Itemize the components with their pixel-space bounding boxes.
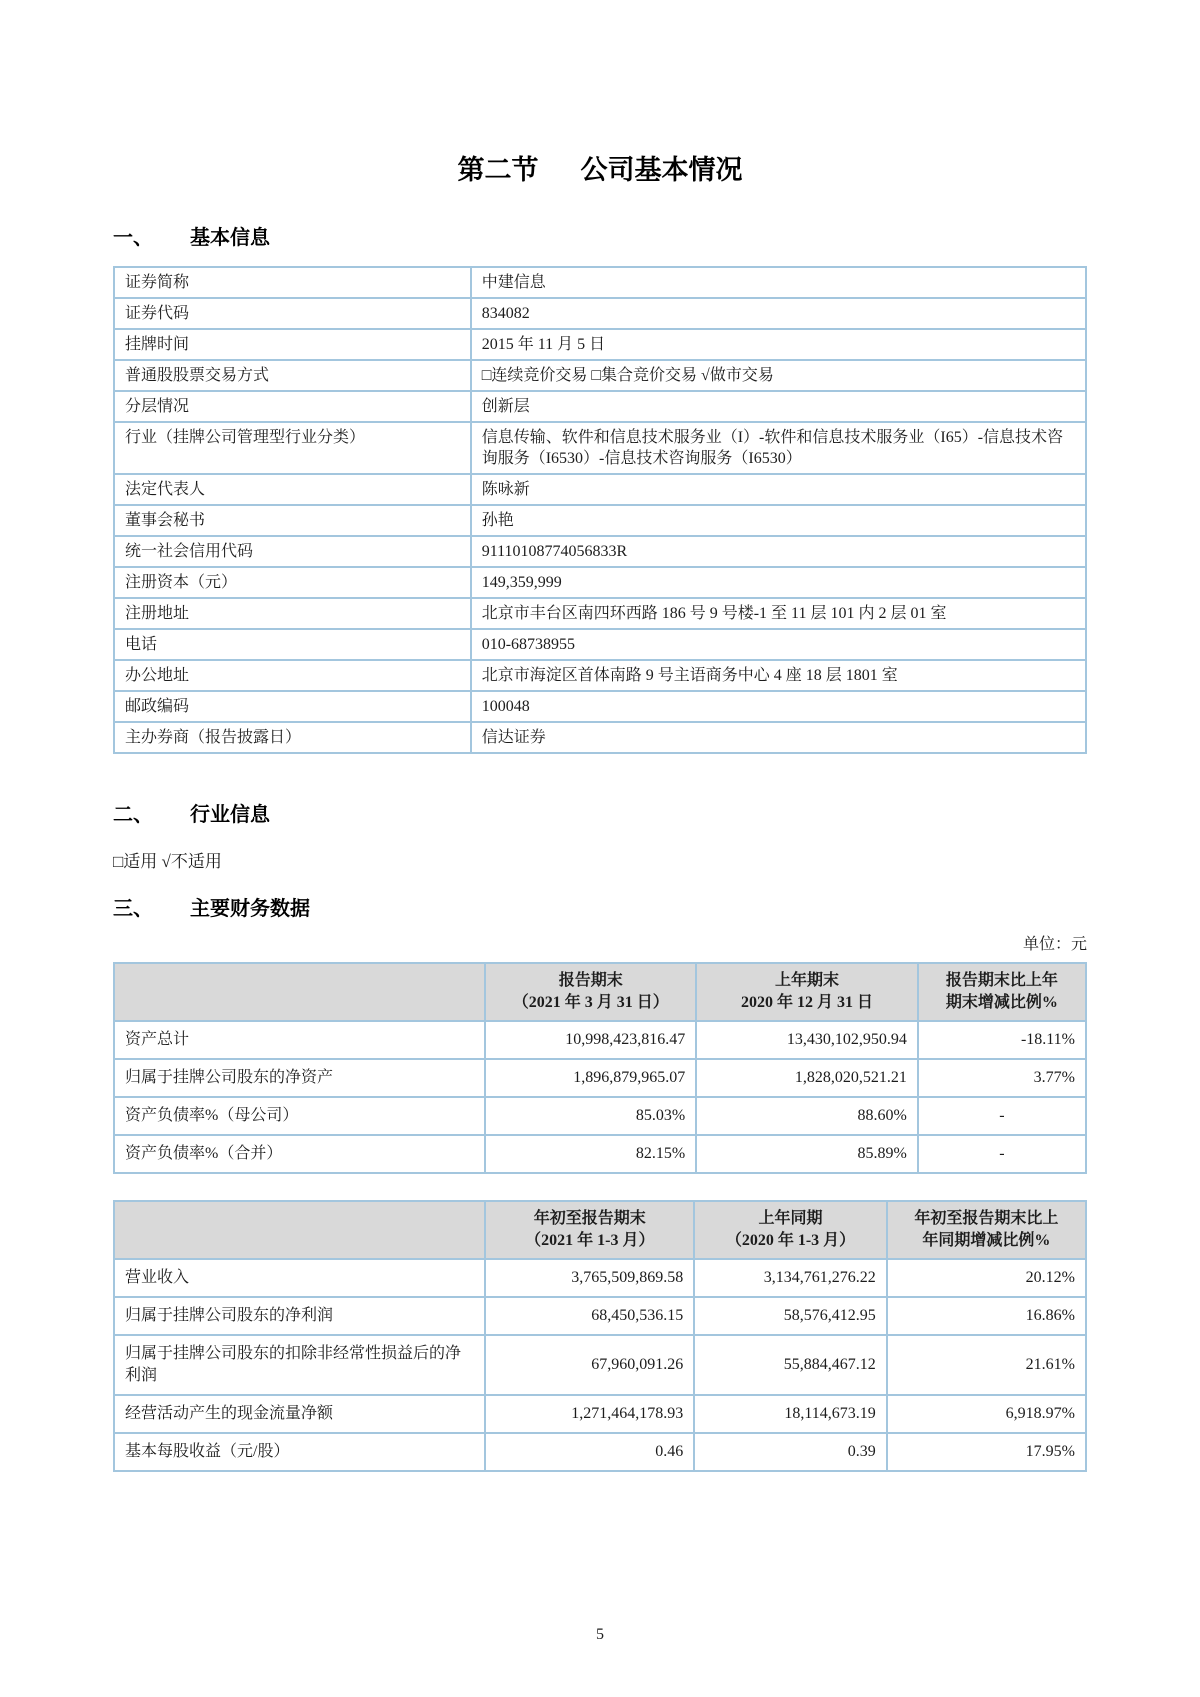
table-row <box>114 1097 1086 1135</box>
page-number: 5 <box>596 1626 604 1643</box>
table-row <box>114 1059 1086 1097</box>
row-change-value: 3.77% <box>918 1059 1086 1097</box>
row-change-value: 20.12% <box>887 1259 1086 1297</box>
heading-financial-data <box>113 892 1087 921</box>
table-row <box>114 1021 1086 1059</box>
row-change-value: 21.61% <box>887 1335 1086 1395</box>
row-value: 孙艳 <box>471 505 1086 536</box>
row-label: 董事会秘书 <box>114 505 471 536</box>
row-change-value: 16.86% <box>887 1297 1086 1335</box>
table-row <box>114 598 1086 629</box>
row-value: 2015 年 11 月 5 日 <box>471 329 1086 360</box>
header-line-1: 上年期末 <box>775 972 840 989</box>
row-label: 基本每股收益（元/股） <box>114 1433 485 1471</box>
row-label: 电话 <box>114 629 471 660</box>
table-row <box>114 1135 1086 1173</box>
table-row <box>114 474 1086 505</box>
row-value: 中建信息 <box>471 267 1086 298</box>
row-change-value: - <box>918 1097 1086 1135</box>
row-label: 法定代表人 <box>114 474 471 505</box>
header-prior-year-end <box>696 963 918 1021</box>
row-label: 主办券商（报告披露日） <box>114 722 471 753</box>
row-change-value: -18.11% <box>918 1021 1086 1059</box>
header-report-period-end <box>485 963 696 1021</box>
row-change-value: 17.95% <box>887 1433 1086 1471</box>
row-value: 100048 <box>471 691 1086 722</box>
financial-ytd-table <box>113 1200 1087 1472</box>
table-row <box>114 329 1086 360</box>
heading-industry-info <box>113 798 1087 827</box>
row-current-value: 3,765,509,869.58 <box>485 1259 694 1297</box>
table-row <box>114 1395 1086 1433</box>
row-prior-value: 58,576,412.95 <box>694 1297 886 1335</box>
row-label: 普通股股票交易方式 <box>114 360 471 391</box>
row-current-value: 10,998,423,816.47 <box>485 1021 696 1059</box>
header-change-ratio <box>887 1201 1086 1259</box>
table-row <box>114 505 1086 536</box>
heading-label: 基本信息 <box>190 227 270 249</box>
row-current-value: 68,450,536.15 <box>485 1297 694 1335</box>
row-label: 邮政编码 <box>114 691 471 722</box>
row-value: 91110108774056833R <box>471 536 1086 567</box>
header-blank-cell <box>114 963 485 1021</box>
row-change-value: - <box>918 1135 1086 1173</box>
row-prior-value: 0.39 <box>694 1433 886 1471</box>
table-row <box>114 691 1086 722</box>
page-title <box>113 148 1087 187</box>
header-prior-same-period <box>694 1201 886 1259</box>
header-ytd-period <box>485 1201 694 1259</box>
table-row <box>114 267 1086 298</box>
heading-number: 三、 <box>113 898 153 920</box>
financial-period-table <box>113 962 1087 1174</box>
header-change-ratio <box>918 963 1086 1021</box>
row-current-value: 1,271,464,178.93 <box>485 1395 694 1433</box>
row-value-trading-modes: □连续竞价交易 □集合竞价交易 √做市交易 <box>471 360 1086 391</box>
table-row <box>114 1259 1086 1297</box>
heading-label: 主要财务数据 <box>190 898 310 920</box>
row-label: 挂牌时间 <box>114 329 471 360</box>
header-blank-cell <box>114 1201 485 1259</box>
table-header-row <box>114 963 1086 1021</box>
row-value: 010-68738955 <box>471 629 1086 660</box>
header-line-1: 年初至报告期末比上 <box>914 1210 1059 1227</box>
unit-label: 单位：元 <box>1022 936 1087 953</box>
table-row <box>114 298 1086 329</box>
row-value: 信达证券 <box>471 722 1086 753</box>
header-line-2: （2021 年 1-3 月） <box>525 1232 655 1249</box>
header-line-2: （2021 年 3 月 31 日） <box>512 994 669 1011</box>
table-row <box>114 1297 1086 1335</box>
page-title-text: 公司基本情况 <box>580 155 743 185</box>
row-prior-value: 13,430,102,950.94 <box>696 1021 918 1059</box>
row-current-value: 67,960,091.26 <box>485 1335 694 1395</box>
table-header-row <box>114 1201 1086 1259</box>
header-line-2: 期末增减比例% <box>945 994 1058 1011</box>
row-label: 营业收入 <box>114 1259 485 1297</box>
row-value: 信息传输、软件和信息技术服务业（I）-软件和信息技术服务业（I65）-信息技术咨询服务（I6530）-信息技术咨询服务（I6530） <box>471 422 1086 474</box>
row-label: 证券代码 <box>114 298 471 329</box>
row-prior-value: 85.89% <box>696 1135 918 1173</box>
row-value: 创新层 <box>471 391 1086 422</box>
applicability-note: □适用 √不适用 <box>113 852 222 871</box>
table-row <box>114 629 1086 660</box>
heading-number: 二、 <box>113 804 153 826</box>
row-label: 证券简称 <box>114 267 471 298</box>
row-label: 办公地址 <box>114 660 471 691</box>
row-value: 北京市海淀区首体南路 9 号主语商务中心 4 座 18 层 1801 室 <box>471 660 1086 691</box>
row-label: 经营活动产生的现金流量净额 <box>114 1395 485 1433</box>
heading-label: 行业信息 <box>190 804 270 826</box>
heading-basic-info <box>113 221 1087 250</box>
row-label: 归属于挂牌公司股东的扣除非经常性损益后的净利润 <box>114 1335 485 1395</box>
row-prior-value: 55,884,467.12 <box>694 1335 886 1395</box>
header-line-1: 年初至报告期末 <box>533 1210 646 1227</box>
table-row <box>114 391 1086 422</box>
header-line-1: 报告期末 <box>558 972 623 989</box>
row-label: 统一社会信用代码 <box>114 536 471 567</box>
header-line-1: 上年同期 <box>758 1210 823 1227</box>
table-row <box>114 660 1086 691</box>
basic-info-table <box>113 266 1087 754</box>
header-line-2: 2020 年 12 月 31 日 <box>741 994 874 1011</box>
table-row <box>114 722 1086 753</box>
row-label: 归属于挂牌公司股东的净资产 <box>114 1059 485 1097</box>
page-title-number: 第二节 <box>457 155 539 185</box>
row-label: 归属于挂牌公司股东的净利润 <box>114 1297 485 1335</box>
row-change-value: 6,918.97% <box>887 1395 1086 1433</box>
row-label: 行业（挂牌公司管理型行业分类） <box>114 422 471 474</box>
table-row <box>114 567 1086 598</box>
heading-number: 一、 <box>113 227 153 249</box>
table-row <box>114 360 1086 391</box>
row-value: 陈咏新 <box>471 474 1086 505</box>
row-prior-value: 18,114,673.19 <box>694 1395 886 1433</box>
row-current-value: 1,896,879,965.07 <box>485 1059 696 1097</box>
row-value: 北京市丰台区南四环西路 186 号 9 号楼-1 至 11 层 101 内 2 层 01 室 <box>471 598 1086 629</box>
row-value: 149,359,999 <box>471 567 1086 598</box>
table-row <box>114 1335 1086 1395</box>
row-current-value: 82.15% <box>485 1135 696 1173</box>
header-line-2: （2020 年 1-3 月） <box>725 1232 856 1249</box>
row-prior-value: 3,134,761,276.22 <box>694 1259 886 1297</box>
header-line-1: 报告期末比上年 <box>945 972 1058 989</box>
row-label: 资产负债率%（母公司） <box>114 1097 485 1135</box>
header-line-2: 年同期增减比例% <box>922 1232 1051 1249</box>
row-prior-value: 1,828,020,521.21 <box>696 1059 918 1097</box>
row-current-value: 0.46 <box>485 1433 694 1471</box>
row-value: 834082 <box>471 298 1086 329</box>
row-label: 注册地址 <box>114 598 471 629</box>
row-label: 注册资本（元） <box>114 567 471 598</box>
table-row <box>114 536 1086 567</box>
table-row <box>114 1433 1086 1471</box>
row-label: 资产总计 <box>114 1021 485 1059</box>
table-row <box>114 422 1086 474</box>
row-prior-value: 88.60% <box>696 1097 918 1135</box>
row-label: 分层情况 <box>114 391 471 422</box>
row-current-value: 85.03% <box>485 1097 696 1135</box>
row-label: 资产负债率%（合并） <box>114 1135 485 1173</box>
